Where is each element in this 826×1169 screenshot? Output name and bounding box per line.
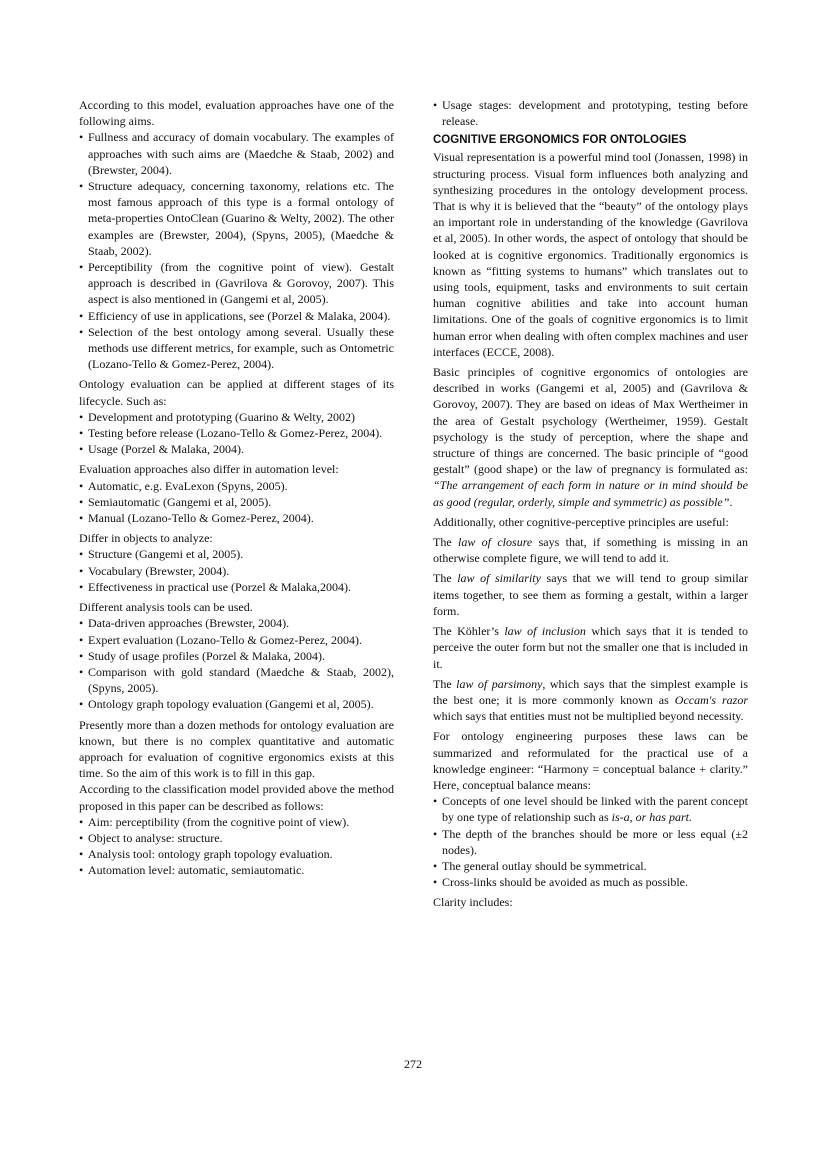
list-item: • Efficiency of use in applications, see (Porzel & Malaka, 2004). bbox=[79, 308, 391, 323]
method-list bbox=[79, 814, 394, 879]
bullet-icon: • bbox=[79, 616, 84, 631]
bullet-icon: • bbox=[79, 260, 84, 275]
bullet-icon: • bbox=[79, 308, 84, 323]
bullet-icon: • bbox=[79, 179, 84, 194]
law-of-inclusion-paragraph: The Köhler’s law of inclusion which says that it is tended to perceive the outer form but not the smaller one that is included in it. bbox=[433, 624, 748, 671]
bullet-icon: • bbox=[433, 858, 438, 873]
list-item: • Vocabulary (Brewster, 2004). bbox=[79, 563, 230, 578]
list-item: • Concepts of one level should be linked with the parent concept by one type of relationship such as is-a, or has part. bbox=[433, 794, 748, 825]
automation-list bbox=[79, 478, 394, 527]
list-item: • Structure adequacy, concerning taxonomy, relations etc. The most famous approach of this type is a formal ontology of meta-properties OntoClean (Guarino & Welty, 2002). The other examples are (Brewster, 2004), (Spyns, 2005), (Maedche & Staab, 2002). bbox=[79, 179, 394, 258]
list-item: • Perceptibility (from the cognitive point of view). Gestalt approach is described in (Gavrilova & Gorovoy, 2007). This aspect is also mentioned in (Gangemi et al, 2005). bbox=[79, 260, 394, 307]
list-item: • Automation level: automatic, semiautomatic. bbox=[79, 863, 305, 878]
clarity-paragraph: Clarity includes: bbox=[433, 895, 513, 910]
intro-paragraph: According to this model, evaluation approaches have one of the following aims. bbox=[79, 98, 394, 129]
list-item: • Usage (Porzel & Malaka, 2004). bbox=[79, 442, 244, 457]
list-item: • Analysis tool: ontology graph topology evaluation. bbox=[79, 847, 333, 862]
list-item: • Comparison with gold standard (Maedche & Staab, 2002), (Spyns, 2005). bbox=[79, 664, 394, 696]
page-number: 272 bbox=[404, 1057, 422, 1071]
bullet-icon: • bbox=[433, 875, 438, 890]
list-item: • Testing before release (Lozano-Tello & Gomez-Perez, 2004). bbox=[79, 426, 383, 441]
list-item: • Ontology graph topology evaluation (Gangemi et al, 2005). bbox=[79, 697, 374, 712]
bullet-icon: • bbox=[79, 632, 84, 647]
list-item: • The depth of the branches should be more or less equal (±2 nodes). bbox=[433, 826, 748, 857]
bullet-icon: • bbox=[79, 563, 84, 578]
usage-stages-list bbox=[433, 97, 748, 129]
list-item: • Object to analyse: structure. bbox=[79, 830, 223, 845]
tools-intro: Different analysis tools can be used. bbox=[79, 600, 253, 615]
bullet-icon: • bbox=[79, 863, 84, 878]
according-paragraph: According to the classification model provided above the method proposed in this paper can be described as follows: bbox=[79, 782, 394, 813]
bullet-icon: • bbox=[79, 664, 84, 679]
bullet-icon: • bbox=[433, 98, 438, 112]
bullet-icon: • bbox=[79, 847, 84, 862]
good-gestalt-quote: “The arrangement of each form in nature or in mind should be as good (regular, orderly, simple and symmetric) as possible” bbox=[433, 478, 748, 509]
presently-paragraph: Presently more than a dozen methods for ontology evaluation are known, but there is no complex quantitative and automatic approach for evaluation of cognitive ergonomics exists at this time. So the aim of this work is to fill in this gap. bbox=[79, 717, 394, 781]
visual-representation-paragraph: Visual representation is a powerful mind tool (Jonassen, 1998) in structuring process. Visual form influences both analyzing and synthesizing procedures in the ontology development process. That is why it is believed that the “beauty” of the ontology plays an important role in understanding of the knowledge (Gavrilova et al, 2005). In other words, the aspect of ontology that should be looked at is cognitive ergonomics. Traditionally ergonomics is known as “fitting systems to humans” which translates out to using tools, equipment, tasks and environments to suit certain human cognitive abilities and take into account human limitations. One of the goals of cognitive ergonomics is to limit human error when dealing with often complex machines and user interfaces (ECCE, 2008). bbox=[433, 150, 748, 359]
bullet-icon: • bbox=[79, 579, 84, 594]
list-item: • Expert evaluation (Lozano-Tello & Gomez-Perez, 2004). bbox=[79, 632, 363, 647]
objects-list bbox=[79, 546, 394, 595]
bullet-icon: • bbox=[433, 826, 438, 841]
stages-list bbox=[79, 409, 394, 458]
tools-list bbox=[79, 615, 394, 712]
objects-intro: Differ in objects to analyze: bbox=[79, 531, 213, 546]
aims-list bbox=[79, 129, 394, 372]
bullet-icon: • bbox=[79, 409, 84, 424]
harmony-paragraph: For ontology engineering purposes these laws can be summarized and reformulated for the practical use of a knowledge engineer: “Harmony = conceptual balance + clarity.” Here, conceptual balance means: bbox=[433, 729, 748, 792]
bullet-icon: • bbox=[79, 830, 84, 845]
list-item: • Development and prototyping (Guarino & Welty, 2002) bbox=[79, 409, 355, 424]
list-item: • Manual (Lozano-Tello & Gomez-Perez, 2004). bbox=[79, 511, 314, 526]
bullet-icon: • bbox=[79, 648, 84, 663]
bullet-icon: • bbox=[79, 494, 84, 509]
left-column bbox=[79, 97, 394, 883]
list-item: • Semiautomatic (Gangemi et al, 2005). bbox=[79, 494, 272, 509]
bullet-icon: • bbox=[79, 324, 84, 339]
section-heading: COGNITIVE ERGONOMICS FOR ONTOLOGIES bbox=[433, 134, 687, 147]
automation-intro: Evaluation approaches also differ in automation level: bbox=[79, 462, 339, 477]
right-column bbox=[433, 97, 748, 915]
gestalt-paragraph: Basic principles of cognitive ergonomics of ontologies are described in works (Gangemi et al, 2005) and (Gavrilova & Gorovoy, 2007). They are based on ideas of Max Wertheimer in the area of Gestalt psychology (Wertheimer, 1959). Gestalt psychology is the study of perception, where the shape and structure of things are concerned. The basic principle of “good gestalt” (good shape) or the law of pregnancy is formulated as: “The arrangement of each form in nature or in mind should be as good (regular, orderly, simple and symmetric) as possible”. bbox=[433, 365, 748, 509]
bullet-icon: • bbox=[79, 478, 84, 493]
bullet-icon: • bbox=[79, 547, 84, 562]
bullet-icon: • bbox=[79, 426, 84, 441]
list-item: • Cross-links should be avoided as much as possible. bbox=[433, 875, 688, 890]
bullet-icon: • bbox=[79, 130, 84, 145]
list-item: • Selection of the best ontology among several. Usually these methods use different metrics, for example, such as Ontometric (Lozano-Tello & Gomez-Perez, 2004). bbox=[79, 324, 394, 372]
bullet-icon: • bbox=[79, 511, 84, 526]
law-of-closure-paragraph: The law of closure says that, if something is missing in an otherwise complete figure, we will tend to add it. bbox=[433, 535, 748, 566]
list-item: • Data-driven approaches (Brewster, 2004). bbox=[79, 616, 290, 631]
additional-principles-paragraph: Additionally, other cognitive-perceptive principles are useful: bbox=[433, 514, 729, 529]
law-of-parsimony-paragraph: The law of parsimony, which says that the simplest example is the best one; it is more commonly known as Occam's razor which says that entities must not be multiplied beyond necessity. bbox=[433, 676, 749, 724]
law-of-similarity-paragraph: The law of similarity says that we will tend to group similar items together, to see them as forming a gestalt, within a larger form. bbox=[433, 571, 748, 618]
list-item: • Fullness and accuracy of domain vocabulary. The examples of approaches with such aims are (Maedche & Staab, 2002) and (Brewster, 2004). bbox=[79, 130, 394, 177]
list-item: • Study of usage profiles (Porzel & Malaka, 2004). bbox=[79, 648, 325, 663]
stages-intro: Ontology evaluation can be applied at different stages of its lifecycle. Such as: bbox=[79, 377, 394, 408]
list-item: • Usage stages: development and prototyping, testing before release. bbox=[433, 98, 748, 129]
bullet-icon: • bbox=[79, 814, 84, 829]
conceptual-balance-list bbox=[433, 793, 748, 890]
bullet-icon: • bbox=[79, 697, 84, 712]
list-item: • Structure (Gangemi et al, 2005). bbox=[79, 547, 244, 562]
list-item: • Automatic, e.g. EvaLexon (Spyns, 2005). bbox=[79, 478, 288, 493]
bullet-icon: • bbox=[433, 794, 438, 809]
list-item: • Effectiveness in practical use (Porzel & Malaka,2004). bbox=[79, 579, 352, 594]
list-item: • Aim: perceptibility (from the cognitive point of view). bbox=[79, 814, 350, 829]
bullet-icon: • bbox=[79, 442, 84, 457]
list-item: • The general outlay should be symmetrical. bbox=[433, 858, 647, 873]
